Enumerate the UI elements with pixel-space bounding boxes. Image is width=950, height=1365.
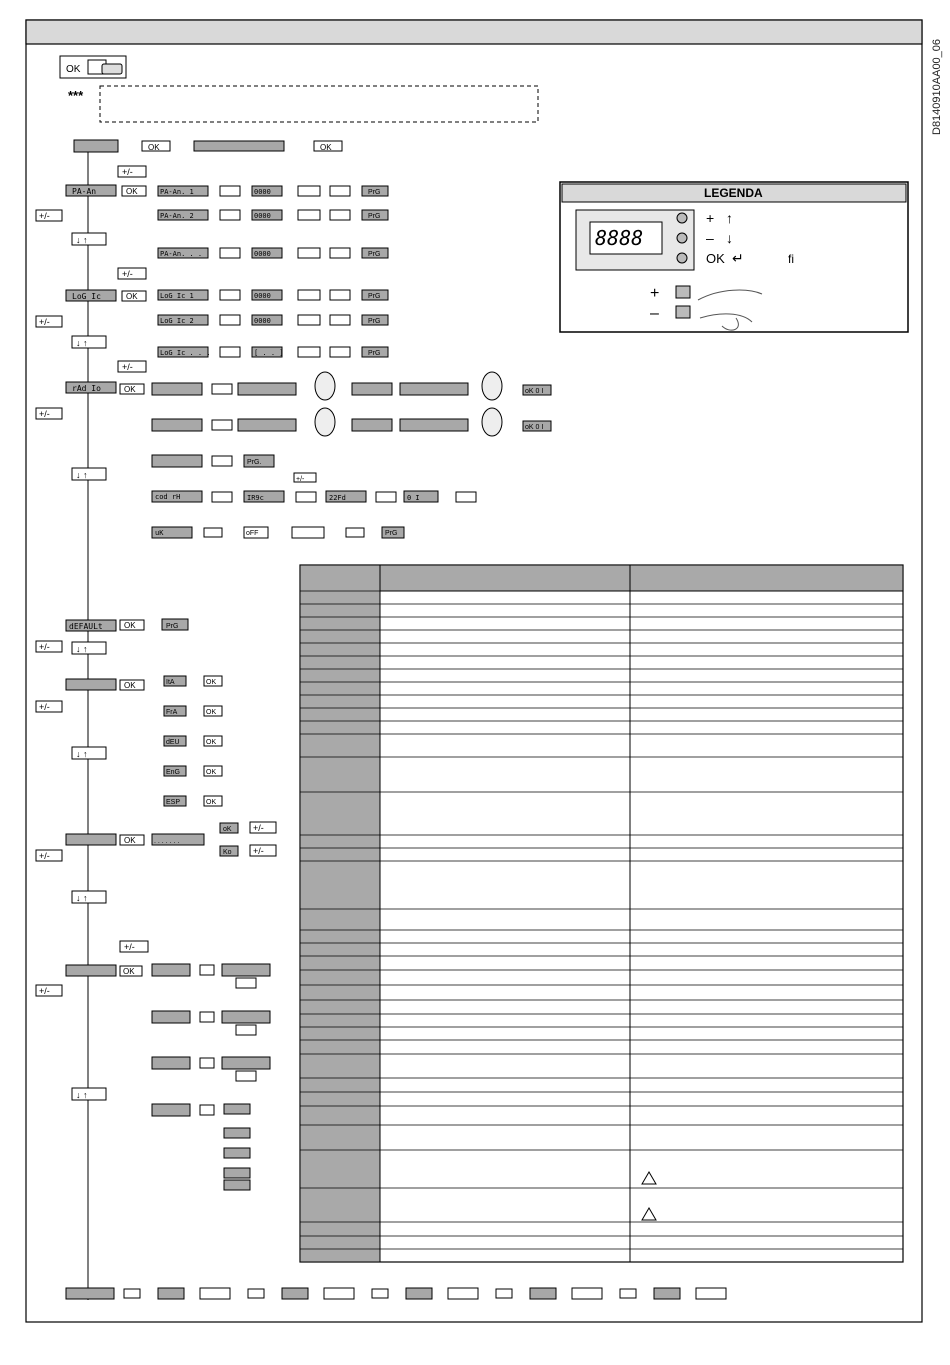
legend-button-up[interactable] (677, 213, 687, 223)
param-ok-label: OK (126, 187, 138, 196)
svg-text:PA-An. . .: PA-An. . . (160, 250, 203, 258)
logic-menu-label: LoG Ic (72, 292, 101, 301)
svg-text:0000: 0000 (254, 317, 271, 325)
timer-step-box (152, 1104, 190, 1116)
bottom-selector-box (572, 1288, 602, 1299)
state-ko-box-label: Ko (223, 849, 232, 856)
svg-text:oFF: oFF (246, 530, 259, 537)
bottom-step-box (282, 1288, 308, 1299)
bottom-ok-button[interactable] (372, 1289, 388, 1298)
logic-row-3 (158, 347, 388, 357)
radio-row-cod (152, 473, 476, 502)
legend-row-2-arrow: ↓ (726, 230, 733, 246)
bottom-ok-button[interactable] (248, 1289, 264, 1298)
timer-sub-box (224, 1180, 250, 1190)
svg-text:PrG: PrG (368, 318, 381, 325)
param-downup-label: ↓ ↑ (76, 235, 88, 245)
logic-plusminus-label: +/- (122, 269, 133, 279)
table-frame (300, 565, 903, 1262)
svg-text:oK 0 I: oK 0 I (525, 388, 544, 395)
timer-plusminus-label: +/- (124, 942, 135, 952)
logic-ok-label: OK (126, 292, 138, 301)
language-ok-button-label: OK (206, 769, 217, 776)
ok-start-label: OK (66, 64, 81, 75)
radio-row-uk (152, 527, 404, 538)
legend-row-1-arrow: ↑ (726, 210, 733, 226)
timer-step-box (152, 1057, 190, 1069)
radio-downup-label: ↓ ↑ (76, 470, 88, 480)
svg-text:0 I: 0 I (407, 494, 420, 502)
table-header (300, 565, 903, 591)
timer-ok-label: OK (123, 967, 135, 976)
language-option-label: dEU (166, 739, 180, 746)
timer-menu-box[interactable] (66, 965, 116, 976)
radio-row-1 (152, 372, 551, 400)
timer-sub-box (224, 1104, 250, 1114)
timer-step-value (222, 1057, 270, 1069)
timer-downup-label: ↓ ↑ (76, 1090, 88, 1100)
svg-text:[ . . ]: [ . . ] (254, 349, 284, 357)
language-option-label: ItA (166, 679, 175, 686)
bottom-step-box (406, 1288, 432, 1299)
language-menu-box[interactable] (66, 679, 116, 690)
svg-text:IR9c: IR9c (247, 494, 264, 502)
parameter-table (300, 565, 903, 1262)
state-downup-label: ↓ ↑ (76, 893, 88, 903)
param-row-1 (158, 186, 388, 196)
svg-text:PA-An. 1: PA-An. 1 (160, 188, 194, 196)
bottom-selector-box (448, 1288, 478, 1299)
timer-step-value (222, 1011, 270, 1023)
timer-step-return[interactable] (236, 1071, 256, 1081)
asterisk-mark: *** (68, 88, 84, 103)
svg-text:PrG: PrG (368, 293, 381, 300)
svg-text:PrG: PrG (385, 530, 398, 537)
language-ok-button-label: OK (206, 739, 217, 746)
language-option-label: FrA (166, 709, 178, 716)
param-side-plusminus-label: +/- (39, 211, 50, 221)
bottom-ok-button[interactable] (496, 1289, 512, 1298)
language-ok-label: OK (124, 681, 136, 690)
timer-sub-box (224, 1128, 250, 1138)
timer-step-ok[interactable] (200, 1058, 214, 1068)
timer-step-ok[interactable] (200, 965, 214, 975)
timer-step-return[interactable] (236, 1025, 256, 1035)
legend-title: LEGENDA (704, 186, 763, 200)
long-grey-box (194, 141, 284, 151)
timer-steps (152, 964, 270, 1190)
svg-text:PrG: PrG (368, 350, 381, 357)
legend-plus-button (676, 286, 690, 298)
default-downup-label: ↓ ↑ (76, 644, 88, 654)
state-ok-label: OK (124, 836, 136, 845)
timer-step-value (222, 964, 270, 976)
default-prg-label: PrG (166, 623, 179, 630)
svg-text:22Fd: 22Fd (329, 494, 346, 502)
svg-text:oK 0 I: oK 0 I (525, 424, 544, 431)
bottom-ok-button[interactable] (124, 1289, 140, 1298)
logic-row-2 (158, 315, 388, 325)
radio-menu-label: rAd Io (72, 384, 101, 393)
bottom-ok-button[interactable] (620, 1289, 636, 1298)
bottom-step-box (158, 1288, 184, 1299)
language-ok-button-label: OK (206, 709, 217, 716)
remote-icon-2 (482, 372, 502, 400)
legend-display-value: 8888 (595, 226, 644, 250)
bottom-selector-box (200, 1288, 230, 1299)
timer-step-box (152, 1011, 190, 1023)
default-side-plusminus-label: +/- (39, 642, 50, 652)
legend-row-3-symbol: OK (706, 251, 725, 266)
legend-plus: + (650, 285, 660, 302)
svg-text:PrG: PrG (368, 189, 381, 196)
document-code: D8140910AA00_06 (931, 38, 943, 135)
legend-row-1-symbol: + (706, 210, 715, 226)
timer-step-ok[interactable] (200, 1105, 214, 1115)
legend-note: fi (788, 252, 794, 266)
menu-step-box (74, 140, 118, 152)
language-option-label: ESP (166, 799, 181, 806)
svg-text:LoG Ic 2: LoG Ic 2 (160, 317, 194, 325)
default-ok-label: OK (124, 621, 136, 630)
timer-side-plusminus-label: +/- (39, 986, 50, 996)
svg-text:+/-: +/- (296, 476, 305, 483)
state-menu-box[interactable] (66, 834, 116, 845)
language-ok-button-label: OK (206, 679, 217, 686)
svg-text:PrG: PrG (368, 213, 381, 220)
radio-row-2 (152, 408, 551, 436)
timer-step-box (152, 964, 190, 976)
svg-text:0000: 0000 (254, 188, 271, 196)
logic-row-1 (158, 290, 388, 300)
param-plusminus-label: +/- (122, 167, 133, 177)
legend-minus-button (676, 306, 690, 318)
timer-step-return[interactable] (236, 978, 256, 988)
bottom-selector-box (696, 1288, 726, 1299)
svg-text:cod rH: cod rH (155, 493, 181, 501)
timer-step-ok[interactable] (200, 1012, 214, 1022)
dashed-sequence-box (100, 86, 538, 122)
bottom-sequence (66, 1288, 726, 1299)
radio-plusminus-label: +/- (122, 362, 133, 372)
logic-side-plusminus-label: +/- (39, 317, 50, 327)
ok-button-top-label: OK (148, 143, 160, 152)
legend-row-2-symbol: – (706, 230, 714, 246)
radio-row-3 (152, 455, 274, 467)
svg-text:PrG: PrG (368, 251, 381, 258)
table-first-column (300, 565, 380, 1262)
language-side-plusminus-label: +/- (39, 702, 50, 712)
bottom-step-box (654, 1288, 680, 1299)
state-ko-plusminus-label: +/- (253, 846, 264, 856)
language-options (164, 676, 222, 806)
state-side-plusminus-label: +/- (39, 851, 50, 861)
language-downup-label: ↓ ↑ (76, 749, 88, 759)
timer-sub-box (224, 1168, 250, 1178)
state-value-label: . . . . . . . (154, 838, 180, 845)
svg-text:0000: 0000 (254, 212, 271, 220)
ok-button-top-2-label: OK (320, 143, 332, 152)
radio-side-plusminus-label: +/- (39, 409, 50, 419)
state-ok-box-label: oK (223, 826, 232, 833)
remote-icon (315, 372, 335, 400)
svg-text:uK: uK (155, 529, 164, 537)
legend-row-3-arrow: ↵ (732, 250, 744, 266)
bottom-menu-box[interactable] (66, 1288, 114, 1299)
default-menu-label: dEFAULt (69, 622, 103, 631)
legend-button-ok[interactable] (677, 253, 687, 263)
state-ok-plusminus-label: +/- (253, 823, 264, 833)
svg-text:0000: 0000 (254, 292, 271, 300)
radio-ok-label: OK (124, 385, 136, 394)
param-row-3 (158, 248, 388, 258)
logic-downup-label: ↓ ↑ (76, 338, 88, 348)
svg-text:LoG Ic 1: LoG Ic 1 (160, 292, 194, 300)
svg-text:0000: 0000 (254, 250, 271, 258)
language-ok-button-label: OK (206, 799, 217, 806)
svg-text:PrG.: PrG. (247, 459, 262, 466)
svg-text:LoG Ic . . .: LoG Ic . . . (160, 349, 211, 357)
param-row-2 (158, 210, 388, 220)
language-option-label: EnG (166, 769, 181, 776)
legend-panel (560, 182, 908, 332)
bottom-step-box (530, 1288, 556, 1299)
bottom-selector-box (324, 1288, 354, 1299)
svg-text:PA-An. 2: PA-An. 2 (160, 212, 194, 220)
legend-minus: – (650, 305, 659, 322)
header-band (26, 20, 922, 44)
timer-sub-box (224, 1148, 250, 1158)
param-menu-label: PA-An (72, 187, 97, 196)
legend-button-down[interactable] (677, 233, 687, 243)
